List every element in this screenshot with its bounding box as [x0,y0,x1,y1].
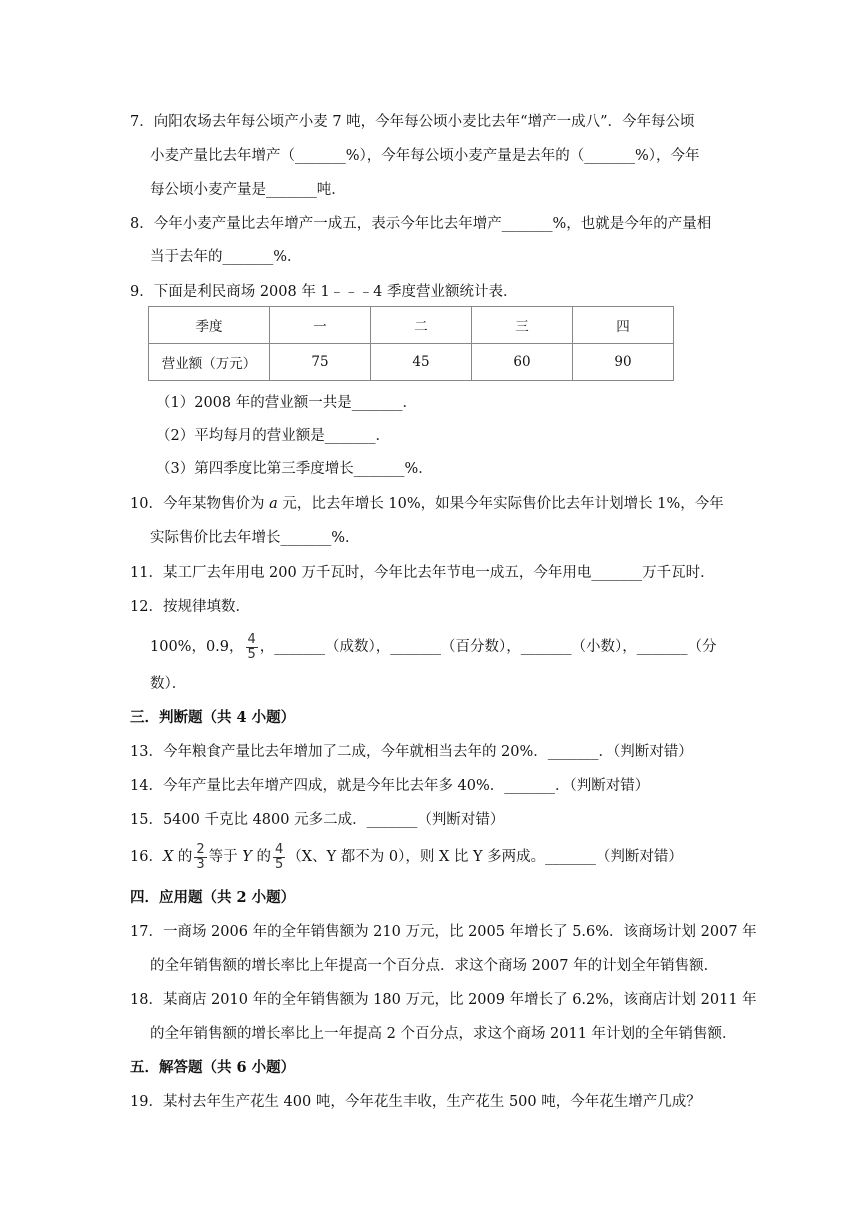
table-row [149,307,674,344]
table-row [149,344,674,381]
question-16-text-3: 的 [251,849,271,865]
question-13-line-1: 13．今年粮食产量比去年增加了二成，今年就相当去年的 20%．_______．（判断对错） [130,744,693,760]
question-14-line-1: 14．今年产量比去年增产四成，就是今年比去年多 40%．_______．（判断对错） [130,778,650,794]
question-11-line-1: 11．某工厂去年用电 200 万千瓦时，今年比去年节电一成五，今年用电_______万千瓦时． [130,565,715,581]
question-7-line-3: 每公顷小麦产量是_______吨． [150,182,346,198]
question-12-line-2 [150,632,717,662]
fraction-denominator: 5 [274,856,284,872]
question-16-number: 16． [130,849,163,865]
fraction-numerator: 4 [247,631,256,647]
question-16-text-2: 等于 [208,849,243,865]
revenue-table [148,306,674,381]
table-header-cell: 三 [472,307,573,344]
section-3-heading: 三．判断题（共 4 小题） [130,709,296,726]
table-cell: 营业额（万元） [149,344,270,381]
fraction-two-thirds [194,843,206,872]
question-9-sub-2: （2）平均每月的营业额是_______． [156,428,390,444]
table-header-cell: 二 [371,307,472,344]
question-18-line-1: 18．某商店 2010 年的全年销售额为 180 万元，比 2009 年增长了 6.2%，该商店计划 2011 年 [130,992,757,1008]
question-12-line-1: 12．按规律填数． [130,599,250,615]
question-7-line-1: 7．向阳农场去年每公顷产小麦 7 吨，今年每公顷小麦比去年“增产一成八”．今年每公顷 [130,114,695,130]
variable-y: Y [242,849,252,865]
section-4-heading: 四．应用题（共 2 小题） [130,889,296,906]
question-7-line-2: 小麦产量比去年增产（_______%），今年每公顷小麦产量是去年的（_______%），今年 [150,148,700,164]
question-9-sub-3: （3）第四季度比第三季度增长_______%． [156,461,433,477]
section-5-heading: 五．解答题（共 6 小题） [130,1059,296,1076]
question-8-line-2: 当于去年的_______%． [150,249,302,265]
question-17-line-1: 17．一商场 2006 年的全年销售额为 210 万元，比 2005 年增长了 5.6%．该商场计划 2007 年 [130,924,757,940]
question-12-text-b: ，_______（成数），_______（百分数），_______（小数），_______（分 [259,639,717,655]
table-cell: 75 [270,344,371,381]
question-10-line-1 [130,494,724,514]
table-header-cell: 季度 [149,307,270,344]
question-16-text-4: （X、Y 都不为 0），则 X 比 Y 多两成。_______（判断对错） [287,849,683,865]
question-18-line-2: 的全年销售额的增长率比上一年提高 2 个百分点，求这个商场 2011 年计划的全年销售额． [150,1026,737,1042]
fraction-numerator: 4 [274,841,284,857]
fraction-four-fifths [246,633,258,662]
question-12-text-a: 100%，0.9， [150,639,244,655]
fraction-four-fifths [273,843,285,872]
table-header-cell: 四 [573,307,674,344]
table-cell: 90 [573,344,674,381]
fraction-denominator: 3 [196,856,205,872]
question-19-line-1: 19．某村去年生产花生 400 吨，今年花生丰收，生产花生 500 吨，今年花生增产几成？ [130,1094,701,1110]
variable-x: X [162,849,174,865]
question-8-line-1: 8．今年小麦产量比去年增产一成五，表示今年比去年增产_______%，也就是今年的产量相 [130,216,712,232]
question-12-line-3: 数）． [150,676,187,692]
question-9-sub-1: （1）2008 年的营业额一共是_______． [156,395,417,411]
question-10-text-a: 10．今年某物售价为 [130,496,270,512]
fraction-denominator: 5 [247,646,256,662]
fraction-numerator: 2 [196,841,205,857]
question-9-line-1: 9．下面是利民商场 2008 年 1﹣﹣﹣4 季度营业额统计表． [130,284,518,300]
variable-a: a [269,496,278,512]
question-15-line-1: 15．5400 千克比 4800 元多二成．_______（判断对错） [130,812,505,828]
question-17-line-2: 的全年销售额的增长率比上年提高一个百分点．求这个商场 2007 年的计划全年销售额． [150,958,719,974]
question-16-text-1: 的 [173,849,193,865]
question-16-line-1 [130,838,683,876]
question-10-line-2: 实际售价比去年增长_______%． [150,530,360,546]
table-header-cell: 一 [270,307,371,344]
question-10-text-b: 元，比去年增长 10%，如果今年实际售价比去年计划增长 1%，今年 [277,496,724,512]
table-cell: 45 [371,344,472,381]
table-cell: 60 [472,344,573,381]
